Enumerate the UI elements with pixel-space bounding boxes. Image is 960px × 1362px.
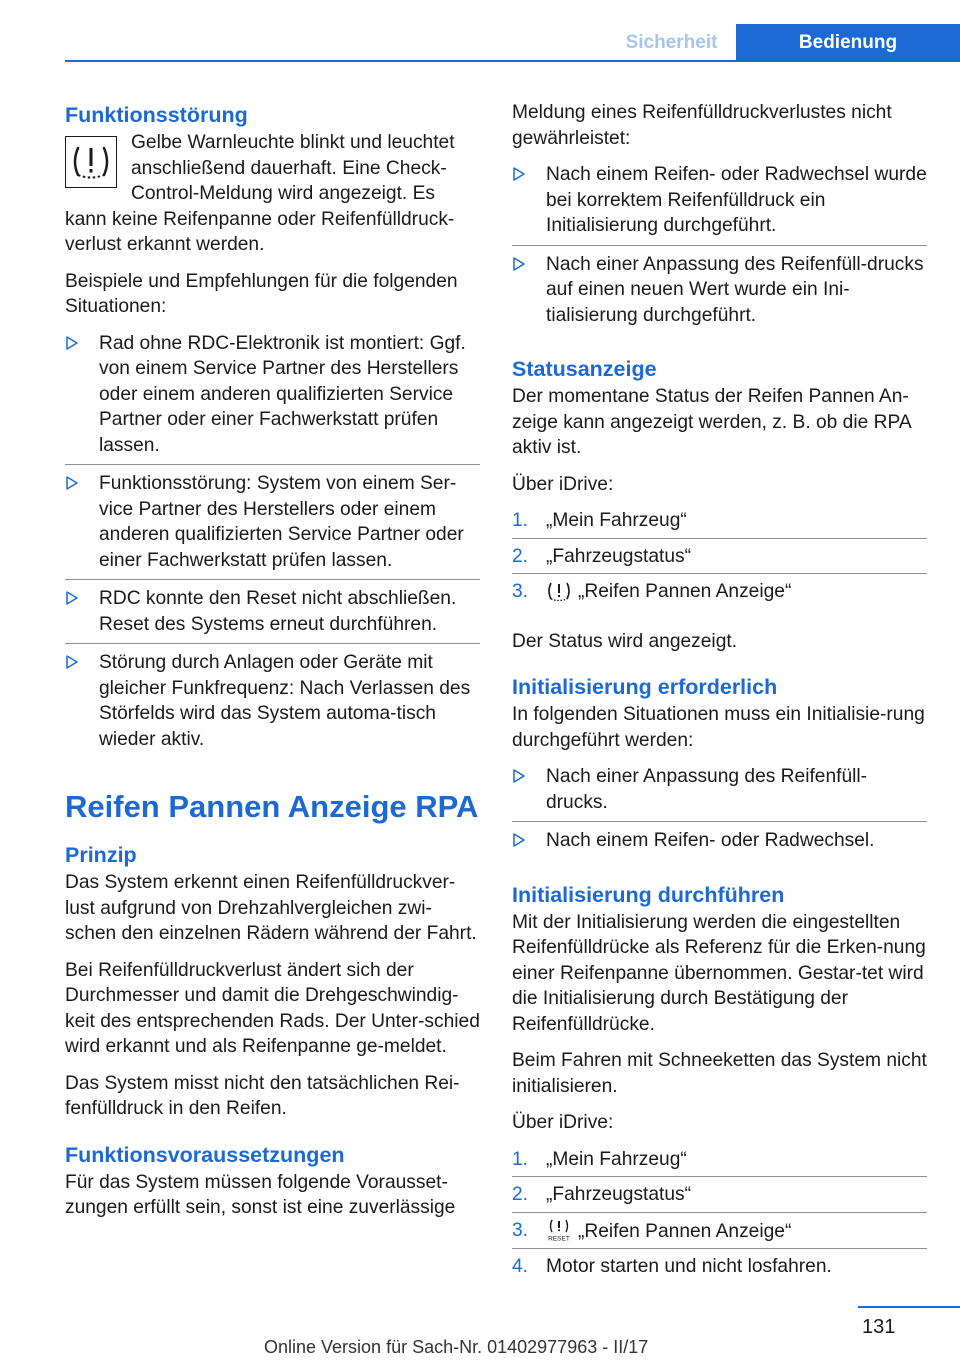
- prinzip-paragraph-3: Das System misst nicht den tatsächlichen Rei-fenfülldruck in den Reifen.: [65, 1072, 460, 1119]
- step-text: „Fahrzeugstatus“: [546, 1184, 692, 1205]
- right-column: [512, 100, 927, 1304]
- init-situations-list: [512, 764, 927, 860]
- list-item: [512, 252, 927, 335]
- init-durchfuehren-paragraph-2: Beim Fahren mit Schneeketten das System nicht initialisieren.: [512, 1050, 927, 1097]
- funktionsvoraussetzungen-paragraph: Für das System müssen folgende Vorausset-zungen erfüllt sein, sonst ist eine zuverlässige: [65, 1171, 456, 1218]
- step-text: „Mein Fahrzeug“: [546, 1148, 687, 1170]
- step-text: „Reifen Pannen Anzeige“: [578, 1220, 792, 1242]
- section-funktionsstoerung: [65, 100, 480, 758]
- triangle-bullet-icon: [65, 591, 79, 605]
- continuation-text: Meldung eines Reifenfülldruckverlustes nicht gewährleistet:: [512, 102, 892, 149]
- statusanzeige-steps: [512, 508, 927, 609]
- list-item-text: Funktionsstörung: System von einem Ser-vice Partner des Herstellers oder einem anderen qualifizierten Service Partner oder einer Fachwerkstatt prüfen lassen.: [99, 473, 464, 571]
- list-item: [65, 586, 480, 644]
- statusanzeige-paragraph-2: Über iDrive:: [512, 473, 614, 495]
- step-item: [512, 1218, 927, 1250]
- triangle-bullet-icon: [512, 167, 526, 181]
- list-item-text: Nach einer Anpassung des Reifenfüll-drucks.: [546, 766, 868, 813]
- list-item-text: Nach einem Reifen- oder Radwechsel.: [546, 830, 875, 851]
- init-erforderlich-paragraph: In folgenden Situationen muss ein Initialisie-rung durchgeführt werden:: [512, 704, 925, 751]
- list-item: [65, 331, 480, 466]
- list-item-text: Nach einer Anpassung des Reifenfüll-drucks auf einen neuen Wert wurde ein Ini-tialisierung durchgeführt.: [546, 253, 924, 326]
- heading-funktionsvoraussetzungen: Funktionsvoraussetzungen: [65, 1142, 345, 1167]
- page-number: 131: [862, 1316, 896, 1338]
- statusanzeige-paragraph-1: Der momentane Status der Reifen Pannen An-zeige kann angezeigt werden, z. B. ob die RPA aktiv ist.: [512, 386, 911, 458]
- heading-funktionsstoerung: Funktionsstörung: [65, 103, 248, 127]
- init-durchfuehren-steps: [512, 1147, 927, 1284]
- section-statusanzeige: [512, 354, 927, 654]
- section-init-erforderlich: [512, 672, 927, 860]
- tab-bedienung[interactable]: Bedienung: [736, 24, 960, 61]
- step-item: [512, 1254, 927, 1284]
- prinzip-paragraph-2: Bei Reifenfülldruckverlust ändert sich der Durchmesser und damit die Drehgeschwindig-keit des entsprechenden Rads. Der Unter-schied wird erkannt und als Reifenpanne ge-meldet.: [65, 959, 480, 1057]
- list-item: [65, 650, 480, 758]
- warning-text: Gelbe Warnleuchte blinkt und leuchtet anschließend dauerhaft. Eine Check-Control-Meldung wird angezeigt. Es kann keine Reifenpanne oder Reifenfülldruck-verlust erkannt werden.: [65, 132, 455, 255]
- situations-list: [65, 331, 480, 759]
- step-text: „Fahrzeugstatus“: [546, 545, 692, 567]
- triangle-bullet-icon: [512, 257, 526, 271]
- tire-warning-small-icon: [546, 580, 572, 602]
- step-text: „Reifen Pannen Anzeige“: [578, 581, 792, 602]
- step-number: 4.: [512, 1256, 529, 1277]
- list-item: [512, 764, 927, 822]
- section-init-durchfuehren: [512, 880, 927, 1284]
- triangle-bullet-icon: [512, 769, 526, 783]
- step-number: 1.: [512, 510, 529, 531]
- tire-reset-icon: [546, 1218, 572, 1242]
- heading-prinzip: Prinzip: [65, 843, 137, 867]
- step-number: 1.: [512, 1148, 529, 1170]
- step-number: 3.: [512, 581, 529, 602]
- section-prinzip: [65, 840, 480, 1122]
- step-text: „Mein Fahrzeug“: [546, 510, 687, 531]
- footer-rule: [858, 1306, 960, 1308]
- left-column: [65, 100, 480, 1232]
- warning-block: [65, 130, 480, 269]
- init-durchfuehren-paragraph-3: Über iDrive:: [512, 1112, 614, 1133]
- prinzip-paragraph-1: Das System erkennt einen Reifenfülldruckver-lust aufgrund von Drehzahlvergleichen zwi-schen den einzelnen Rädern während der Fahrt.: [65, 872, 477, 944]
- step-text: Motor starten und nicht losfahren.: [546, 1256, 832, 1277]
- list-item-text: Nach einem Reifen- oder Radwechsel wurde bei korrektem Reifenfülldruck ein Initialisierung durchgeführt.: [546, 164, 927, 236]
- heading-init-erforderlich: Initialisierung erforderlich: [512, 675, 778, 699]
- heading-init-durchfuehren: Initialisierung durchführen: [512, 882, 785, 907]
- list-item-text: Störung durch Anlagen oder Geräte mit gleicher Funkfrequenz: Nach Verlassen des Störfelds wird das System automa-tisch wieder aktiv.: [99, 652, 471, 750]
- step-item: [512, 579, 927, 609]
- conditions-list: [512, 162, 927, 334]
- main-title: Reifen Pannen Anzeige RPA: [65, 789, 479, 824]
- tab-sicherheit[interactable]: Sicherheit: [625, 32, 718, 53]
- init-durchfuehren-paragraph-1: Mit der Initialisierung werden die eingestellten Reifenfülldrücke als Referenz für die Erken-nung einer Reifenpanne übernommen. Gestar-tet wird die Initialisierung durch Bestätigung der Reifenfülldrücke.: [512, 911, 926, 1035]
- examples-intro: Beispiele und Empfehlungen für die folgenden Situationen:: [65, 270, 458, 317]
- reset-label: RESET: [548, 1235, 570, 1242]
- triangle-bullet-icon: [65, 476, 79, 490]
- tire-pressure-warning-icon: [65, 136, 117, 188]
- list-item: [65, 471, 480, 580]
- triangle-bullet-icon: [65, 655, 79, 669]
- list-item-text: Rad ohne RDC-Elektronik ist montiert: Ggf. von einem Service Partner des Herstellers oder einem anderen qualifizierten Service Partner oder einer Fachwerkstatt prüfen lassen.: [99, 332, 466, 456]
- step-number: 2.: [512, 545, 529, 567]
- statusanzeige-paragraph-3: Der Status wird angezeigt.: [512, 630, 738, 652]
- step-item: [512, 1182, 927, 1213]
- triangle-bullet-icon: [65, 336, 79, 350]
- step-number: 3.: [512, 1219, 529, 1241]
- step-item: [512, 1147, 927, 1178]
- step-item: [512, 508, 927, 539]
- footer-note: Online Version für Sach-Nr. 01402977963 - II/17: [264, 1337, 649, 1357]
- list-item: [512, 162, 927, 246]
- section-funktionsvoraussetzungen: [65, 1140, 480, 1221]
- step-item: [512, 544, 927, 575]
- heading-statusanzeige: Statusanzeige: [512, 357, 657, 381]
- triangle-bullet-icon: [512, 833, 526, 847]
- list-item-text: RDC konnte den Reset nicht abschließen. Reset des Systems erneut durchführen.: [99, 588, 457, 635]
- list-item: [512, 828, 927, 860]
- step-number: 2.: [512, 1184, 529, 1205]
